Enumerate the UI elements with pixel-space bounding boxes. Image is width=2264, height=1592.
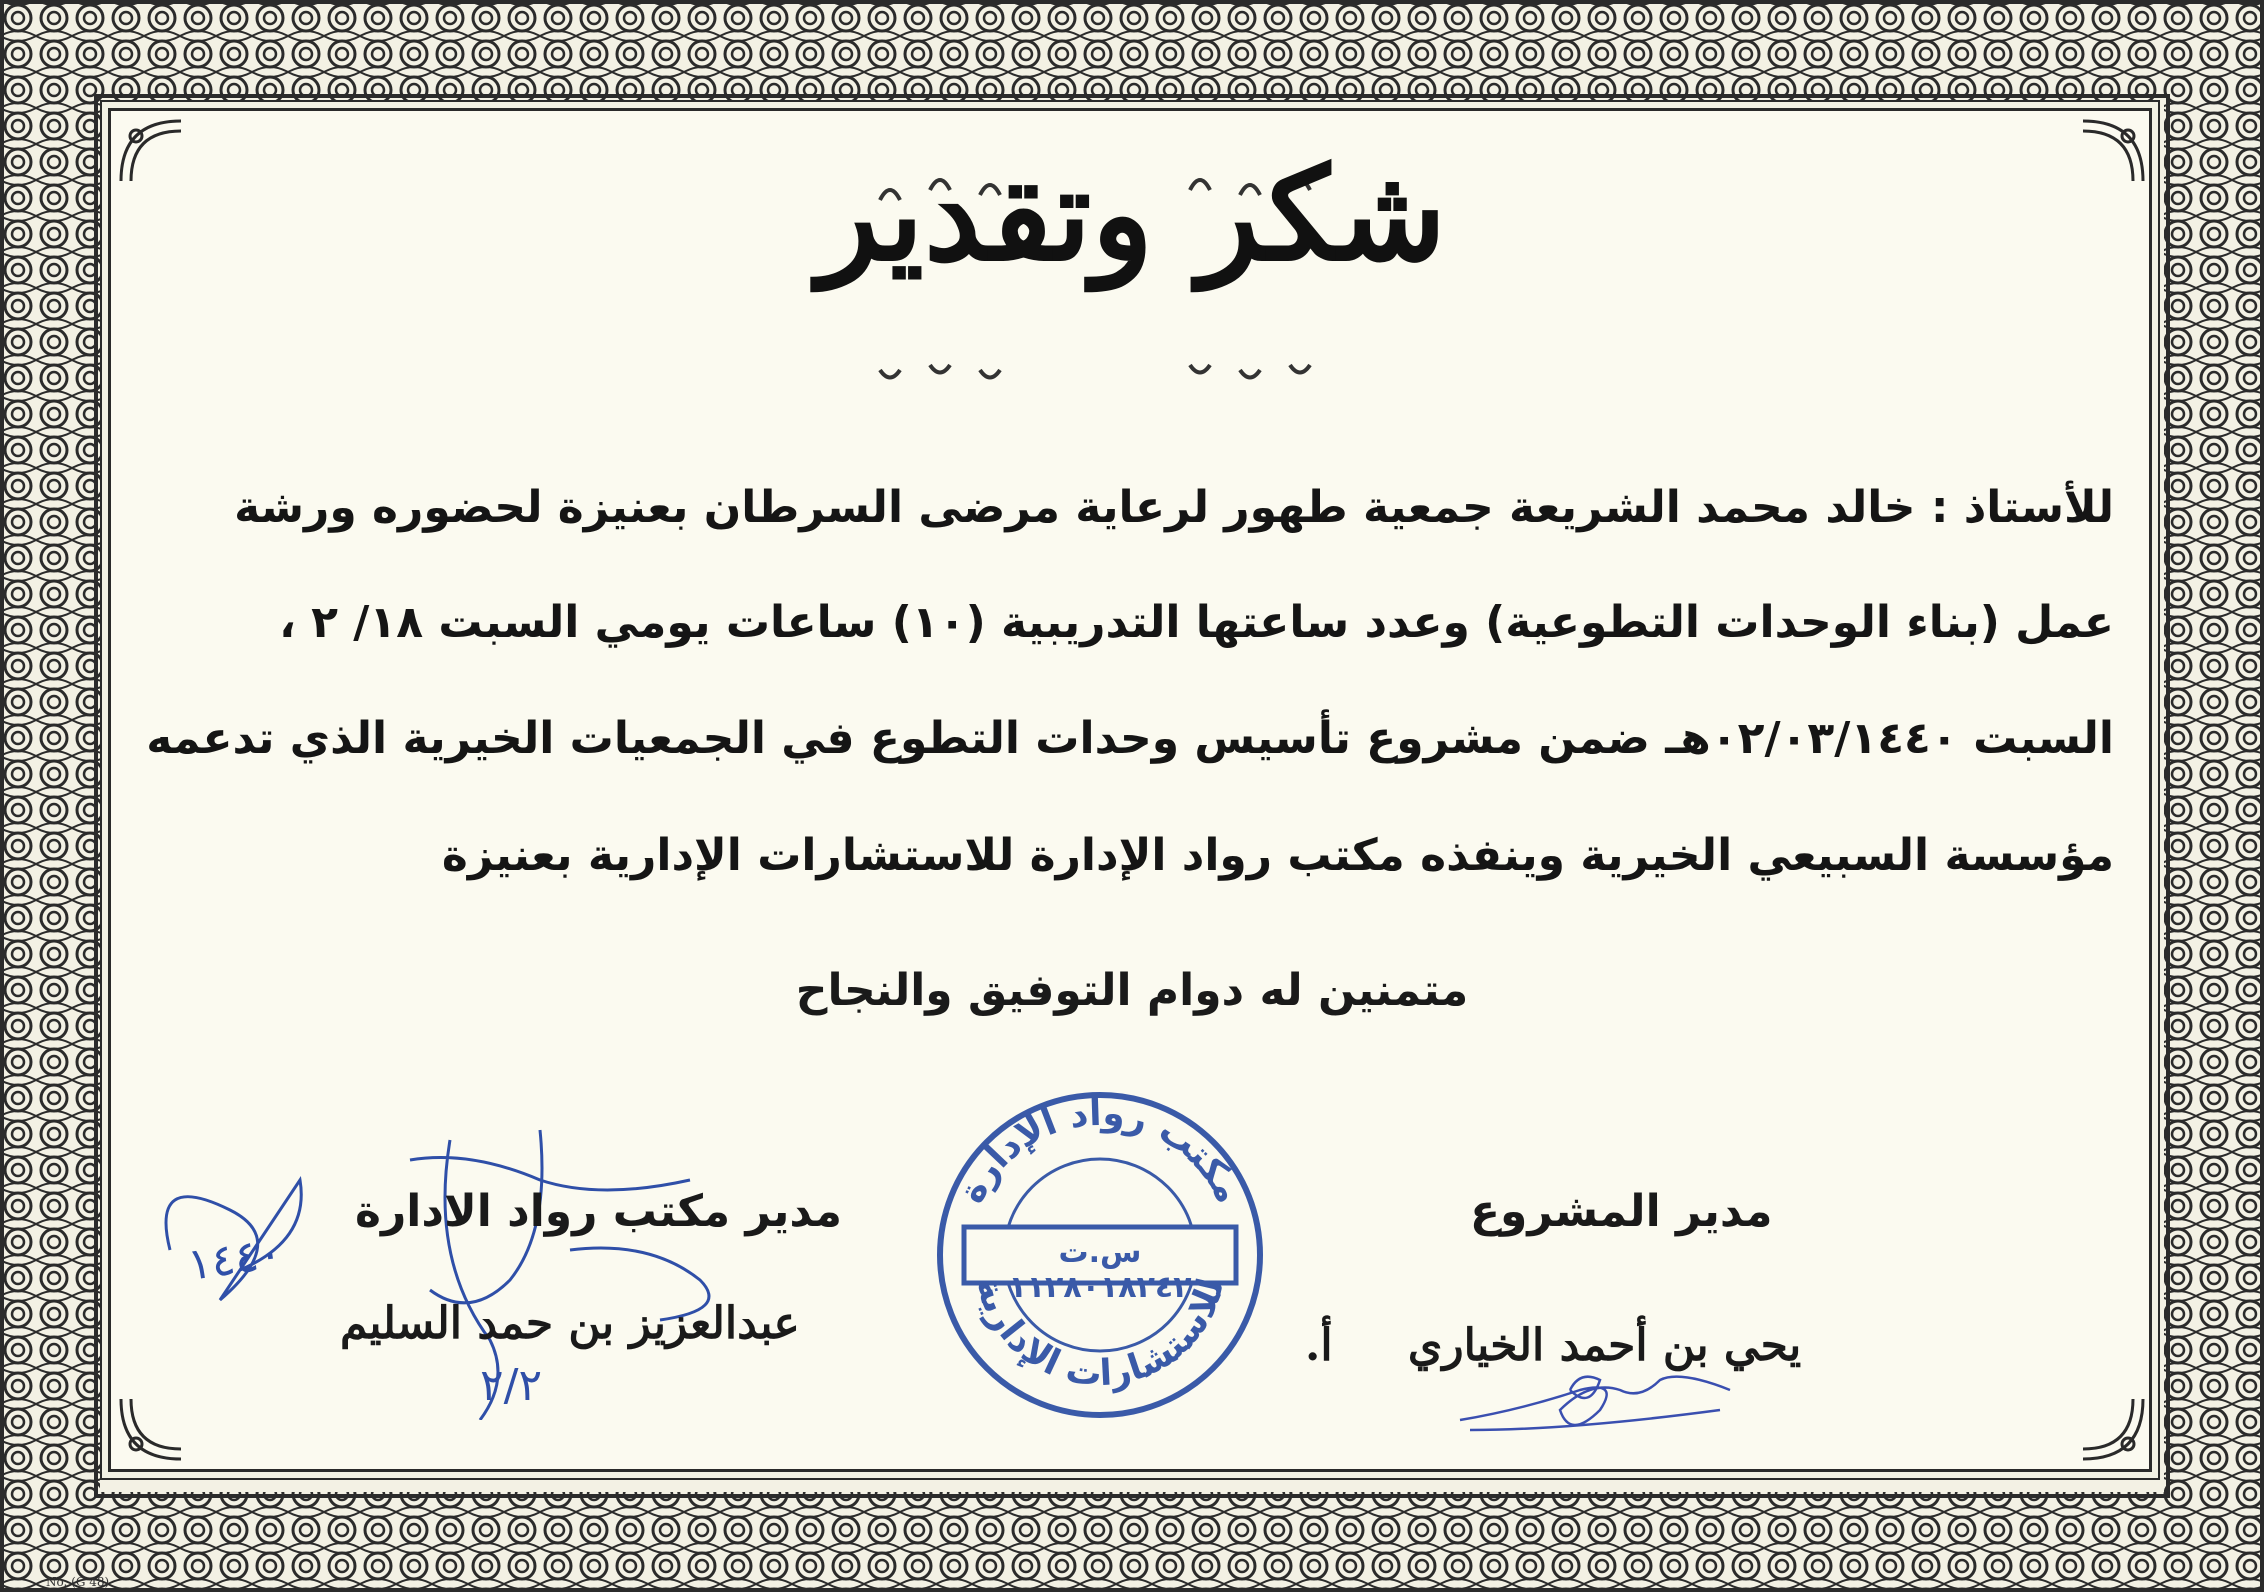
handwritten-signature-right	[1450, 1350, 1750, 1440]
body-line: مؤسسة السبيعي الخيرية وينفذه مكتب رواد الإدارة للاستشارات الإدارية بعنيزة	[441, 830, 2114, 881]
handwritten-mark: ٢/٢	[480, 1360, 543, 1411]
handwritten-date: ١٤٤٠	[184, 1227, 286, 1291]
right-signatory-title: مدير المشروع	[1470, 1186, 1773, 1237]
corner-ornament-icon	[2078, 1394, 2148, 1464]
stamp-bottom-text: للاستشارات الإدارية	[967, 1273, 1233, 1396]
left-signatory-title: مدير مكتب رواد الادارة	[355, 1186, 843, 1237]
stamp-top-text: مكتب رواد الإدارة	[950, 1092, 1250, 1210]
handwritten-signature-left	[150, 1100, 810, 1420]
body-line: السبت ٠٢/٠٣/١٤٤٠هـ ضمن مشروع تأسيس وحدات التطوع في الجمعيات الخيرية الذي تدعمه	[146, 713, 2114, 764]
body-line: عمل (بناء الوحدات التطوعية) وعدد ساعتها التدريبية (١٠) ساعات يومي السبت ١٨/ ٢ ،	[279, 597, 2114, 648]
form-number: No. (G 48)	[46, 1575, 110, 1589]
right-signatory-name-text: يحي بن أحمد الخياري	[1407, 1320, 1802, 1371]
certificate-heading: شكر وتقدير	[817, 140, 1447, 290]
right-signatory-prefix: أ.	[1305, 1320, 1333, 1371]
left-signatory-name: عبدالعزيز بن حمد السليم	[340, 1298, 800, 1349]
body-line: للأستاذ : خالد محمد الشريعة جمعية طهور لرعاية مرضى السرطان بعنيزة لحضوره ورشة	[234, 482, 2114, 533]
office-stamp	[930, 1085, 1270, 1425]
closing-text: متمنين له دوام التوفيق والنجاح	[795, 965, 1469, 1016]
stamp-registration: س.ت ١١٢٨٠١٨٢٤٢	[1008, 1235, 1192, 1305]
